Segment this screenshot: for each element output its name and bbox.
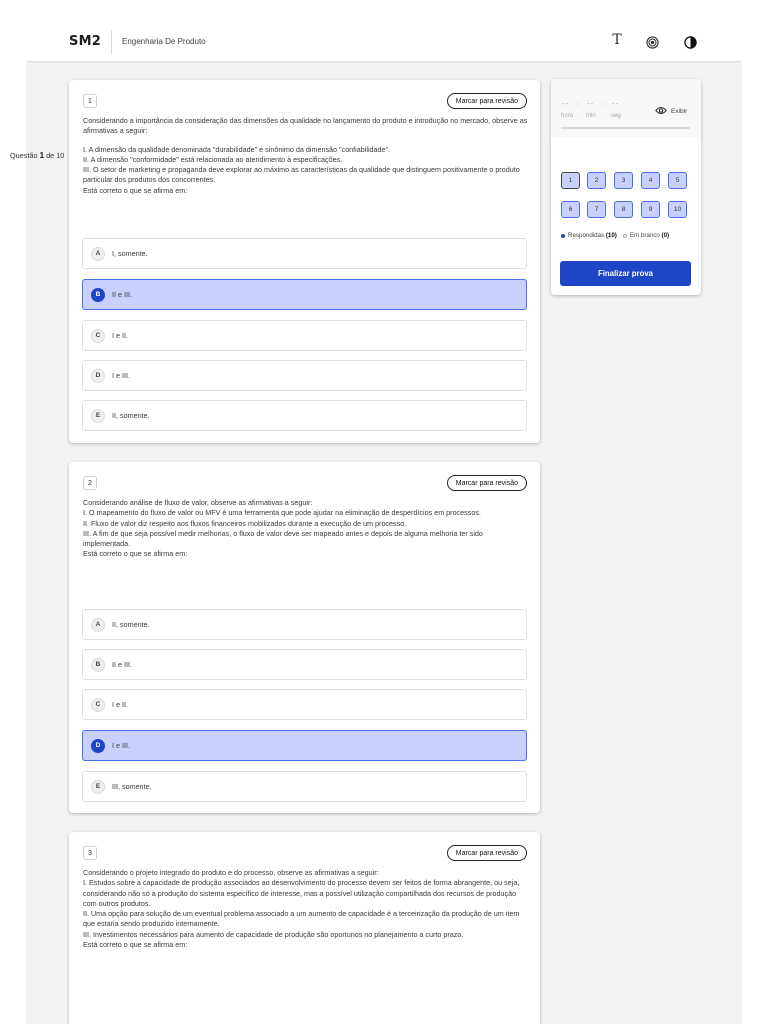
- option-e[interactable]: [82, 400, 527, 431]
- option-text: I e III.: [112, 371, 130, 380]
- question-card-3: [69, 832, 540, 1024]
- question-counter-prefix: Questão: [10, 151, 38, 160]
- question-number: 1: [83, 94, 97, 108]
- question-intro: Considerando o projeto integrado do produto e do processo, observe as afirmativas a seguir:: [83, 868, 379, 877]
- statement-3: III. Investimentos necessários para aumento de capacidade de produção são oportunos no planejamento a curto prazo.: [83, 929, 464, 939]
- nav-question-1[interactable]: 1: [561, 172, 580, 189]
- nav-question-5[interactable]: 5: [668, 172, 687, 189]
- statement-2: II. A dimensão "conformidade" está relacionada ao atendimento à especificações.: [83, 154, 343, 164]
- option-letter: E: [91, 409, 105, 423]
- question-counter-total: de 10: [46, 151, 65, 160]
- statement-1: I. A dimensão da qualidade denominada "durabilidade" é sinônimo da dimensão "confiabilidade".: [83, 144, 391, 154]
- nav-question-7[interactable]: 7: [587, 201, 606, 218]
- top-header: [0, 0, 768, 60]
- question-counter: [10, 151, 64, 160]
- option-letter: C: [91, 698, 105, 712]
- question-card-1: [69, 80, 540, 443]
- finish-exam-button[interactable]: Finalizar prova: [560, 261, 691, 286]
- option-e[interactable]: [82, 771, 527, 802]
- option-c[interactable]: [82, 320, 527, 351]
- current-question-number: 1: [39, 151, 45, 160]
- timer-seconds-label: seg: [611, 113, 621, 119]
- nav-question-10[interactable]: 10: [668, 201, 687, 218]
- option-letter: B: [91, 658, 105, 672]
- course-title: Engenharia De Produto: [111, 30, 206, 54]
- option-text: I e III.: [112, 741, 130, 750]
- option-letter: E: [91, 780, 105, 794]
- option-text: I e II.: [112, 331, 128, 340]
- app-logo: SM2: [69, 34, 101, 49]
- option-a[interactable]: [82, 238, 527, 269]
- nav-question-8[interactable]: 8: [614, 201, 633, 218]
- nav-question-2[interactable]: 2: [587, 172, 606, 189]
- show-timer-button[interactable]: [655, 106, 687, 117]
- option-d[interactable]: [82, 730, 527, 761]
- nav-question-6[interactable]: 6: [561, 201, 580, 218]
- blank-dot: [623, 234, 627, 238]
- question-prompt: Está correto o que se afirma em:: [83, 549, 188, 559]
- timer-seconds: --: [612, 99, 620, 108]
- option-text: II, somente.: [112, 620, 150, 629]
- question-prompt: Está correto o que se afirma em:: [83, 185, 188, 195]
- timer-hours-label: hora: [561, 113, 574, 119]
- option-letter: A: [91, 618, 105, 632]
- statement-1: I. Estudos sobre a capacidade de produção associados ao desenvolvimento do processo devem ser feitos de forma abrangente, ou seja, considerando não só a produção do sistema específico de interesse, mas a possível utilização compartilhada dos recursos de produção com outros produtos.: [83, 878, 522, 908]
- question-intro: Considerando a importância da consideração das dimensões da qualidade no lançamento do produto e introdução no mercado, observe as afirmativas a seguir:: [83, 116, 530, 136]
- option-d[interactable]: [82, 360, 527, 391]
- question-card-2: [69, 462, 540, 813]
- statement-2: II. Fluxo de valor diz respeito aos fluxos financeiros mobilizados durante a execução de um processo.: [83, 518, 407, 528]
- option-letter: B: [91, 288, 105, 302]
- timer-hours: --: [562, 99, 570, 108]
- option-text: II e III.: [112, 660, 132, 669]
- statement-3: III. O setor de marketing e propaganda deve explorar ao máximo as características da qualidade que distinguem positivamente o produto particular dos produtos dos concorrentes.: [83, 165, 522, 185]
- blank-label: Em branco: [629, 232, 660, 239]
- mark-review-button[interactable]: Marcar para revisão: [447, 475, 527, 491]
- option-letter: D: [91, 739, 105, 753]
- option-a[interactable]: [82, 609, 527, 640]
- answered-count: (10): [605, 232, 617, 239]
- timer-minutes: --: [587, 99, 595, 108]
- eye-icon: [655, 106, 667, 117]
- timer: [551, 79, 701, 137]
- option-letter: A: [91, 247, 105, 261]
- timer-progress-bar: [561, 127, 690, 129]
- font-size-icon[interactable]: T: [612, 32, 622, 48]
- timer-separator: :: [577, 101, 579, 108]
- option-text: I e II.: [112, 700, 128, 709]
- question-intro: Considerando análise de fluxo de valor, observe as afirmativas a seguir:: [83, 498, 313, 507]
- nav-question-4[interactable]: 4: [641, 172, 660, 189]
- show-timer-label: Exibir: [671, 108, 688, 115]
- option-b[interactable]: [82, 649, 527, 680]
- mark-review-button[interactable]: Marcar para revisão: [447, 93, 527, 109]
- option-text: II e III.: [112, 290, 132, 299]
- option-text: III, somente.: [112, 782, 152, 791]
- option-text: II, somente.: [112, 411, 150, 420]
- question-number: 2: [83, 476, 97, 490]
- timer-separator: :: [602, 101, 604, 108]
- statement-3: III. A fim de que seja possível medir melhorias, o fluxo de valor deve ser mapeado antes e depois de alguma melhoria ter sido implementada.: [83, 528, 485, 549]
- option-text: I, somente.: [112, 249, 148, 258]
- question-number: 3: [83, 846, 97, 860]
- option-c[interactable]: [82, 689, 527, 720]
- question-text: [83, 498, 529, 560]
- timer-minutes-label: min: [586, 113, 596, 119]
- blank-count: (0): [661, 232, 670, 239]
- target-icon[interactable]: [644, 34, 660, 50]
- nav-question-9[interactable]: 9: [641, 201, 660, 218]
- option-letter: C: [91, 329, 105, 343]
- question-prompt: Está correto o que se afirma em:: [83, 940, 188, 950]
- answered-dot: [561, 234, 565, 238]
- nav-question-3[interactable]: 3: [614, 172, 633, 189]
- option-letter: D: [91, 369, 105, 383]
- answered-label: Respondidas: [568, 232, 605, 239]
- option-b[interactable]: [82, 279, 527, 310]
- contrast-icon[interactable]: [682, 34, 698, 50]
- question-text: [83, 868, 529, 950]
- answer-legend: [561, 232, 669, 239]
- mark-review-button[interactable]: Marcar para revisão: [447, 845, 527, 861]
- question-text: [83, 116, 529, 196]
- statement-2: II. Uma opção para solução de um eventual problema associado a um aumento de capacidade é a terceirização da produção de um item que estaria sendo produzido internamente.: [83, 909, 522, 929]
- statement-1: I. O mapeamento do fluxo de valor ou MFV é uma ferramenta que pode ajudar na eliminação de desperdícios em processos.: [83, 508, 481, 518]
